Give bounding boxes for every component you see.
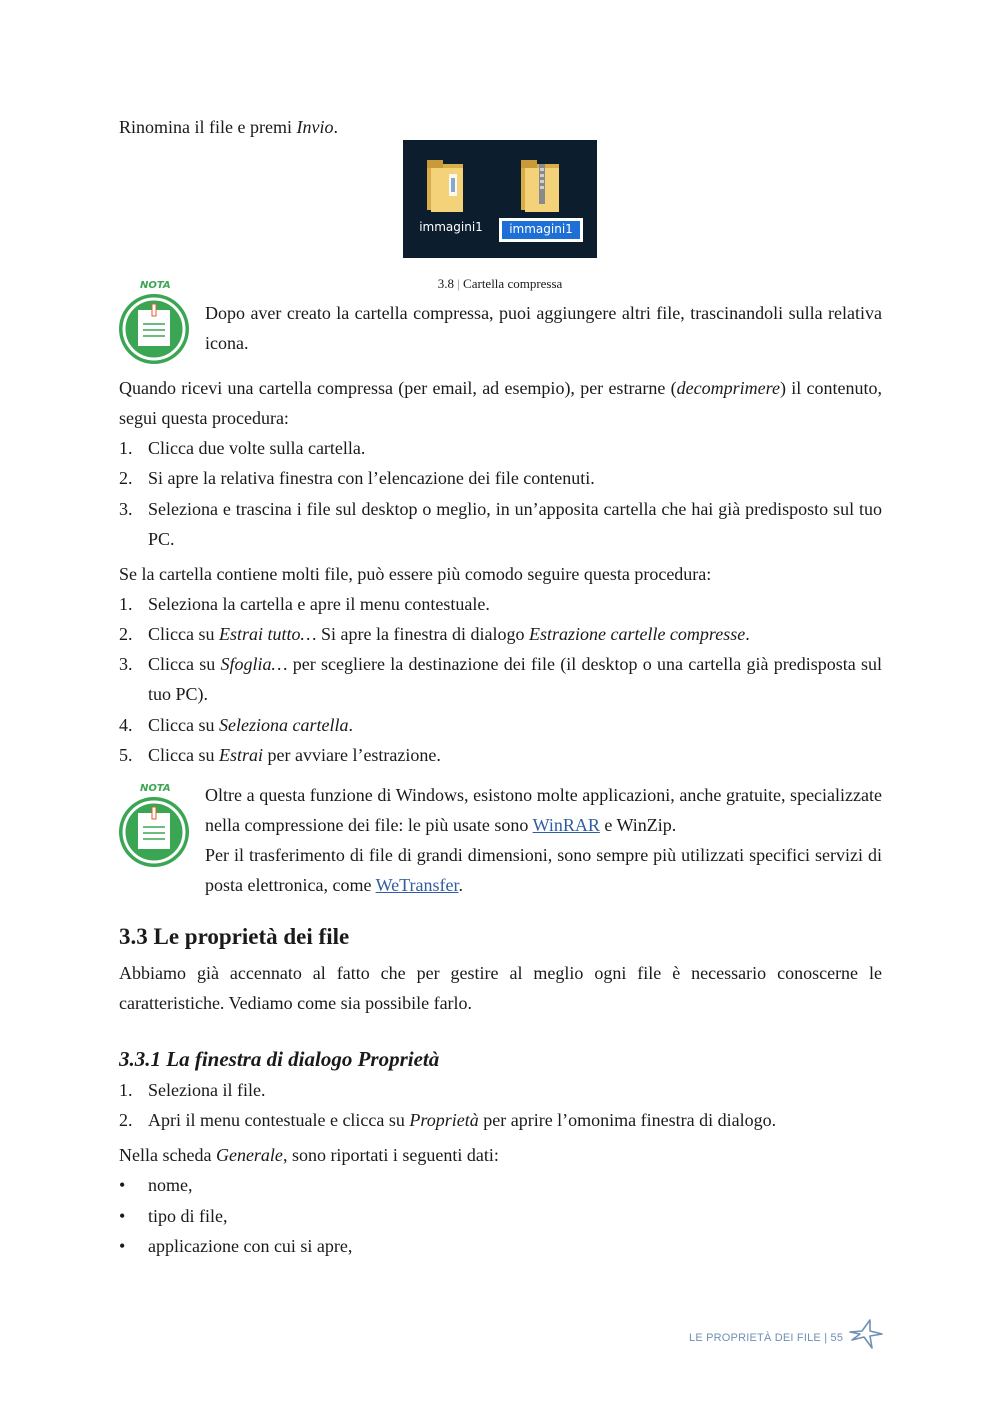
notepad-icon	[118, 292, 190, 372]
folders-illustration	[403, 140, 597, 258]
wetransfer-link[interactable]: WeTransfer	[375, 875, 459, 895]
list-item: 3. Clicca su Sfoglia… per scegliere la destinazione dei file (il desktop o una cartella già predisposta sul tuo PC).	[119, 654, 882, 704]
nota-icon: NOTA	[118, 783, 190, 873]
rename-instruction: Rinomina il file e premi Invio.	[119, 117, 338, 137]
figure-caption: 3.8 | Cartella compressa	[437, 276, 563, 291]
folder1-label: immagini1	[419, 220, 483, 234]
bullet-item: • nome,	[119, 1175, 193, 1195]
section-intro: Abbiamo già accennato al fatto che per gestire al meglio ogni file è necessario conoscerne le caratteristiche. Vediamo come sia possibile farlo.	[119, 963, 882, 1013]
many-files-intro: Se la cartella contiene molti file, può essere più comodo seguire questa procedura:	[119, 564, 712, 584]
compressed-folder-screenshot	[403, 140, 597, 258]
list-item: 4. Clicca su Seleziona cartella.	[119, 715, 353, 735]
list-item: 2. Apri il menu contestuale e clicca su Proprietà per aprire l’omonima finestra di dialogo.	[119, 1110, 777, 1130]
folder-icon	[427, 160, 463, 212]
list-item: 1. Clicca due volte sulla cartella.	[119, 438, 366, 458]
bullet-item: • tipo di file,	[119, 1206, 228, 1226]
list-item: 3. Seleziona e trascina i file sul desktop o meglio, in un’apposita cartella che hai già predisposto sul tuo PC.	[119, 499, 882, 549]
caption-separator: |	[457, 276, 464, 291]
general-tab-intro: Nella scheda Generale, sono riportati i seguenti dati:	[119, 1145, 499, 1165]
notepad-icon	[118, 795, 190, 875]
folder2-label-editing: immagini1	[509, 222, 573, 236]
nota2-paragraph-1: Oltre a questa funzione di Windows, esistono molte applicazioni, anche gratuite, specializzate nella compressione dei file: le più usate sono WinRAR e WinZip.	[205, 785, 882, 835]
list-item: 2. Clicca su Estrai tutto… Si apre la finestra di dialogo Estrazione cartelle compresse.	[119, 624, 750, 644]
winrar-link[interactable]: WinRAR	[532, 815, 600, 835]
star-icon	[848, 1318, 884, 1350]
nota2-paragraph-2: Per il trasferimento di file di grandi dimensioni, sono sempre più utilizzati specifici servizi di posta elettronica, come WeTransfer.	[205, 845, 882, 895]
list-item: 1. Seleziona il file.	[119, 1080, 266, 1100]
list-item: 5. Clicca su Estrai per avviare l’estrazione.	[119, 745, 441, 765]
extract-intro: Quando ricevi una cartella compressa (per email, ad esempio), per estrarne (decomprimere) il contenuto, segui questa procedura:	[119, 378, 882, 428]
nota-text-1: Dopo aver creato la cartella compressa, puoi aggiungere altri file, trascinandoli sulla relativa icona.	[205, 303, 882, 353]
bullet-item: • applicazione con cui si apre,	[119, 1236, 353, 1256]
page-footer: LE PROPRIETÀ DEI FILE | 55	[689, 1332, 844, 1344]
list-item: 1. Seleziona la cartella e apre il menu contestuale.	[119, 594, 490, 614]
subsection-heading: 3.3.1 La finestra di dialogo Proprietà	[119, 1047, 440, 1071]
nota-text-2	[205, 780, 882, 900]
section-heading: 3.3 Le proprietà dei file	[119, 924, 350, 949]
nota-icon: NOTA	[118, 280, 190, 370]
list-item: 2. Si apre la relativa finestra con l’elencazione dei file contenuti.	[119, 468, 595, 488]
zip-folder-icon	[521, 160, 559, 212]
